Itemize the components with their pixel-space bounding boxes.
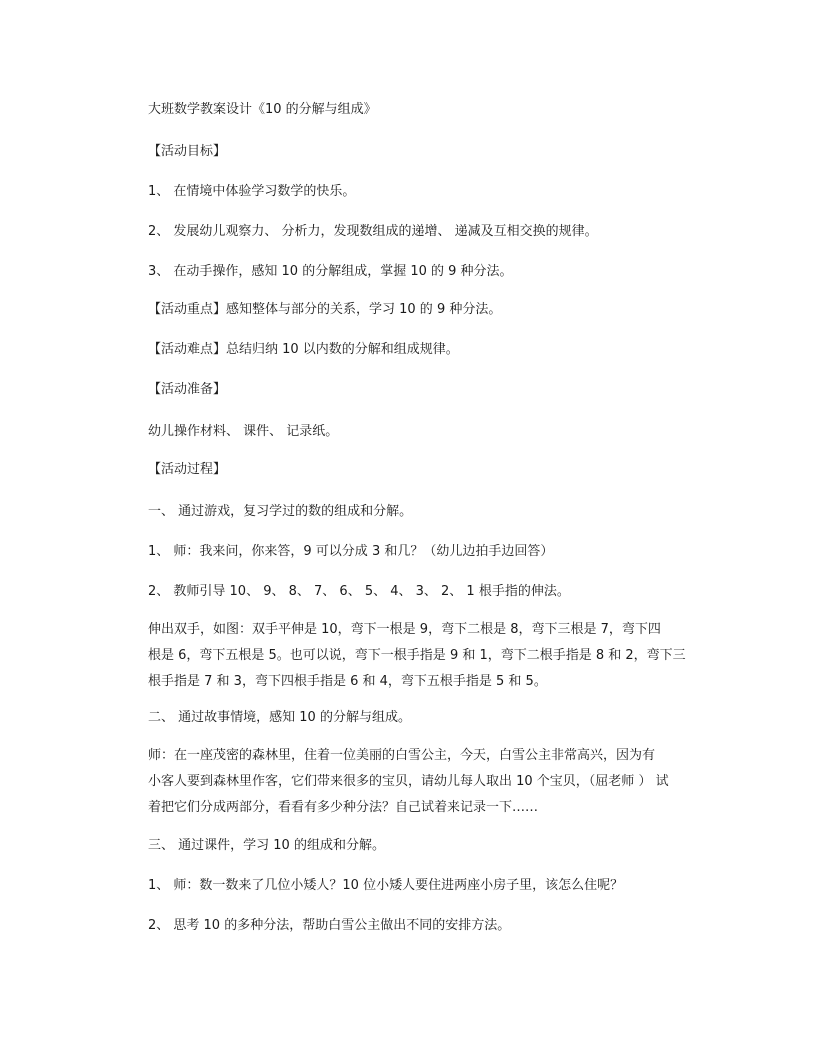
step-2-heading: 二、 通过故事情境，感知 10 的分解与组成。: [148, 710, 411, 725]
fingers-line-1: 伸出双手，如图：双手平伸是 10，弯下一根是 9，弯下二根是 8，弯下三根是 7，弯下四: [148, 622, 661, 637]
section-heading-goals: 【活动目标】: [148, 144, 227, 159]
step-1-item-1: 1、 师：我来问，你来答，9 可以分成 3 和几？（幼儿边拍手边回答）: [148, 544, 554, 559]
goal-item-3: 3、 在动手操作，感知 10 的分解组成，掌握 10 的 9 种分法。: [148, 264, 513, 279]
step-3-heading: 三、 通过课件，学习 10 的组成和分解。: [148, 838, 385, 853]
story-line-3: 着把它们分成两部分，看看有多少种分法？自己试着来记录一下……: [148, 800, 539, 815]
goal-item-1: 1、 在情境中体验学习数学的快乐。: [148, 184, 356, 199]
section-heading-prep: 【活动准备】: [148, 382, 227, 397]
document-title: 大班数学教案设计《10 的分解与组成》: [148, 102, 377, 117]
fingers-paragraph: [148, 617, 686, 695]
step-1-heading: 一、 通过游戏，复习学过的数的组成和分解。: [148, 504, 413, 519]
key-point: 【活动重点】感知整体与部分的关系，学习 10 的 9 种分法。: [148, 302, 502, 317]
section-heading-process: 【活动过程】: [148, 462, 227, 477]
fingers-line-2: 根是 6，弯下五根是 5。也可以说，弯下一根手指是 9 和 1，弯下二根手指是 8 和 2，弯下三: [148, 648, 686, 663]
fingers-line-3: 根手指是 7 和 3，弯下四根手指是 6 和 4，弯下五根手指是 5 和 5。: [148, 674, 547, 689]
story-line-2: 小客人要到森林里作客，它们带来很多的宝贝，请幼儿每人取出 10 个宝贝，（屈老师 ） 试: [148, 774, 669, 789]
story-line-1: 师：在一座茂密的森林里，住着一位美丽的白雪公主，今天，白雪公主非常高兴，因为有: [148, 748, 656, 763]
difficult-point: 【活动难点】总结归纳 10 以内数的分解和组成规律。: [148, 342, 459, 357]
step-3-item-1: 1、 师：数一数来了几位小矮人？10 位小矮人要住进两座小房子里，该怎么住呢？: [148, 878, 624, 893]
step-3-item-2: 2、 思考 10 的多种分法，帮助白雪公主做出不同的安排方法。: [148, 918, 511, 933]
story-paragraph: [148, 743, 676, 821]
goal-item-2: 2、 发展幼儿观察力、 分析力，发现数组成的递增、 递减及互相交换的规律。: [148, 224, 598, 239]
step-1-item-2: 2、 教师引导 10、 9、 8、 7、 6、 5、 4、 3、 2、 1 根手指的伸法。: [148, 584, 570, 599]
prep-text: 幼儿操作材料、 课件、 记录纸。: [148, 424, 339, 439]
